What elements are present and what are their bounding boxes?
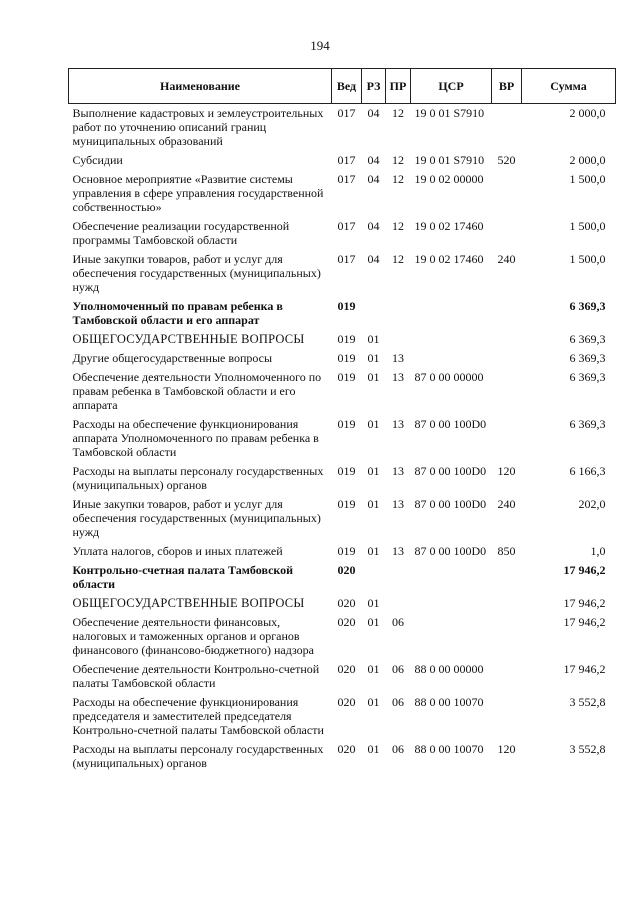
row-vr (492, 297, 522, 330)
row-rz: 01 (367, 615, 380, 629)
row-rz: 01 (367, 596, 380, 610)
row-sum: 17 946,2 (563, 563, 606, 577)
row-vr (492, 217, 522, 250)
row-vr (492, 693, 522, 740)
row-sum: 6 369,3 (569, 370, 606, 384)
row-csr: 19 0 01 S7910 (414, 106, 485, 120)
row-sum: 1 500,0 (569, 219, 606, 233)
row-csr: 87 0 00 100D0 (414, 544, 487, 558)
row-name: Выполнение кадастровых и землеустроительных работ по уточнению описаний границ муниципальных образований (72, 106, 324, 148)
row-vr (492, 660, 522, 693)
row-vr: 120 (497, 742, 516, 756)
row-sum: 6 369,3 (569, 299, 606, 313)
row-name: Расходы на выплаты персоналу государственных (муниципальных) органов (72, 464, 324, 492)
row-sum: 202,0 (578, 497, 606, 511)
row-name: Расходы на выплаты персоналу государственных (муниципальных) органов (72, 742, 324, 770)
row-rz: 01 (367, 742, 380, 756)
row-sum: 1 500,0 (569, 252, 606, 266)
row-name: Уполномоченный по правам ребенка в Тамбовской области и его аппарат (72, 299, 283, 327)
row-vr: 520 (497, 153, 516, 167)
table-row (69, 415, 616, 462)
header-ved: Вед (332, 69, 362, 104)
table-row (69, 104, 616, 152)
row-csr: 88 0 00 00000 (414, 662, 484, 676)
row-csr: 19 0 02 17460 (414, 219, 484, 233)
row-vr: 850 (497, 544, 516, 558)
row-sum: 2 000,0 (569, 153, 606, 167)
row-csr: 88 0 00 10070 (414, 695, 484, 709)
row-ved: 017 (337, 153, 356, 167)
row-csr: 87 0 00 100D0 (414, 417, 487, 431)
row-rz: 01 (367, 332, 380, 346)
row-vr: 240 (497, 497, 516, 511)
row-pr: 06 (392, 742, 404, 756)
table-row (69, 660, 616, 693)
row-name: Субсидии (72, 153, 123, 167)
row-vr (492, 170, 522, 217)
row-pr: 06 (392, 695, 404, 709)
row-ved: 019 (337, 417, 356, 431)
table-row (69, 561, 616, 594)
row-vr (492, 349, 522, 368)
row-rz: 01 (367, 695, 380, 709)
row-name: ОБЩЕГОСУДАРСТВЕННЫЕ ВОПРОСЫ (72, 596, 305, 610)
row-sum: 17 946,2 (563, 615, 606, 629)
row-rz: 04 (367, 106, 380, 120)
row-csr (411, 594, 492, 613)
page-number: 194 (310, 38, 330, 53)
table-row (69, 462, 616, 495)
row-csr: 87 0 00 00000 (414, 370, 484, 384)
row-pr: 12 (392, 252, 404, 266)
row-name: Расходы на обеспечение функционирования председателя и заместителей председателя Контрольно-счетной палаты Тамбовской области (72, 695, 324, 737)
row-ved: 019 (337, 332, 356, 346)
table-row (69, 151, 616, 170)
row-sum: 2 000,0 (569, 106, 606, 120)
table-row (69, 330, 616, 349)
row-name: Контрольно-счетная палата Тамбовской области (72, 563, 294, 591)
row-name: Обеспечение деятельности Уполномоченного по правам ребенка в Тамбовской области и его аппарата (72, 370, 322, 412)
table-header (69, 69, 616, 104)
row-rz: 01 (367, 464, 380, 478)
row-sum: 1 500,0 (569, 172, 606, 186)
row-rz: 01 (367, 370, 380, 384)
row-csr: 87 0 00 100D0 (414, 497, 487, 511)
row-ved: 020 (337, 596, 356, 610)
row-pr: 12 (392, 106, 404, 120)
row-vr (492, 561, 522, 594)
row-rz (362, 561, 386, 594)
row-ved: 019 (337, 299, 356, 313)
row-csr: 19 0 02 17460 (414, 252, 484, 266)
row-name: Обеспечение деятельности Контрольно-счетной палаты Тамбовской области (72, 662, 320, 690)
header-rz: РЗ (362, 69, 386, 104)
row-name: ОБЩЕГОСУДАРСТВЕННЫЕ ВОПРОСЫ (72, 332, 305, 346)
header-name: Наименование (69, 69, 332, 104)
row-pr: 06 (392, 662, 404, 676)
row-vr (492, 368, 522, 415)
row-sum: 6 369,3 (569, 351, 606, 365)
row-name: Обеспечение реализации государственной программы Тамбовской области (72, 219, 290, 247)
row-pr (386, 330, 411, 349)
row-vr (492, 104, 522, 152)
row-pr: 12 (392, 153, 404, 167)
row-ved: 020 (337, 662, 356, 676)
row-ved: 020 (337, 563, 356, 577)
row-sum: 6 369,3 (569, 332, 606, 346)
row-ved: 017 (337, 252, 356, 266)
table-row (69, 297, 616, 330)
row-ved: 017 (337, 219, 356, 233)
table-row (69, 542, 616, 561)
row-ved: 019 (337, 497, 356, 511)
table-row (69, 693, 616, 740)
row-pr (386, 594, 411, 613)
row-csr: 19 0 01 S7910 (414, 153, 485, 167)
row-name: Уплата налогов, сборов и иных платежей (72, 544, 283, 558)
budget-table (68, 68, 616, 773)
row-name: Расходы на обеспечение функционирования аппарата Уполномоченного по правам ребенка в Тамбовской области (72, 417, 319, 459)
row-sum: 17 946,2 (563, 596, 606, 610)
row-name: Другие общегосударственные вопросы (72, 351, 273, 365)
row-rz: 01 (367, 662, 380, 676)
row-rz: 01 (367, 497, 380, 511)
row-rz: 04 (367, 219, 380, 233)
row-csr (411, 613, 492, 660)
row-ved: 020 (337, 695, 356, 709)
row-ved: 017 (337, 172, 356, 186)
table-row (69, 170, 616, 217)
row-sum: 6 166,3 (569, 464, 606, 478)
row-sum: 6 369,3 (569, 417, 606, 431)
row-ved: 017 (337, 106, 356, 120)
row-pr: 12 (392, 219, 404, 233)
row-vr: 240 (497, 252, 516, 266)
row-csr (411, 349, 492, 368)
row-ved: 019 (337, 464, 356, 478)
row-pr: 13 (392, 351, 404, 365)
row-ved: 020 (337, 615, 356, 629)
header-vr: ВР (492, 69, 522, 104)
row-csr: 19 0 02 00000 (414, 172, 484, 186)
table-row (69, 613, 616, 660)
row-sum: 17 946,2 (563, 662, 606, 676)
row-name: Основное мероприятие «Развитие системы управления в сфере управления государственной собственностью» (72, 172, 324, 214)
row-csr (411, 561, 492, 594)
row-rz: 01 (367, 417, 380, 431)
row-name: Иные закупки товаров, работ и услуг для обеспечения государственных (муниципальных) нужд (72, 252, 321, 294)
row-ved: 020 (337, 742, 356, 756)
header-pr: ПР (386, 69, 411, 104)
row-rz: 04 (367, 153, 380, 167)
row-sum: 3 552,8 (569, 742, 606, 756)
row-rz: 04 (367, 172, 380, 186)
row-pr (386, 561, 411, 594)
row-pr: 13 (392, 464, 404, 478)
row-vr (492, 594, 522, 613)
row-pr: 06 (392, 615, 404, 629)
table-row (69, 349, 616, 368)
table-row (69, 217, 616, 250)
row-rz: 01 (367, 544, 380, 558)
row-name: Иные закупки товаров, работ и услуг для обеспечения государственных (муниципальных) нужд (72, 497, 321, 539)
row-rz: 01 (367, 351, 380, 365)
row-ved: 019 (337, 351, 356, 365)
table-row (69, 740, 616, 773)
table-row (69, 495, 616, 542)
row-ved: 019 (337, 544, 356, 558)
row-vr (492, 613, 522, 660)
row-sum: 1,0 (590, 544, 606, 558)
row-rz (362, 297, 386, 330)
row-csr: 87 0 00 100D0 (414, 464, 487, 478)
row-pr: 12 (392, 172, 404, 186)
row-rz: 04 (367, 252, 380, 266)
row-vr (492, 415, 522, 462)
table-row (69, 250, 616, 297)
header-csr: ЦСР (411, 69, 492, 104)
row-pr (386, 297, 411, 330)
row-pr: 13 (392, 497, 404, 511)
row-csr: 88 0 00 10070 (414, 742, 484, 756)
row-vr: 120 (497, 464, 516, 478)
row-pr: 13 (392, 417, 404, 431)
row-sum: 3 552,8 (569, 695, 606, 709)
table-row (69, 368, 616, 415)
row-csr (411, 330, 492, 349)
table-row (69, 594, 616, 613)
table-body (69, 104, 616, 774)
row-name: Обеспечение деятельности финансовых, налоговых и таможенных органов и органов финансового (финансово-бюджетного) надзора (72, 615, 314, 657)
header-sum: Сумма (522, 69, 616, 104)
row-pr: 13 (392, 544, 404, 558)
row-csr (411, 297, 492, 330)
row-pr: 13 (392, 370, 404, 384)
row-vr (492, 330, 522, 349)
row-ved: 019 (337, 370, 356, 384)
